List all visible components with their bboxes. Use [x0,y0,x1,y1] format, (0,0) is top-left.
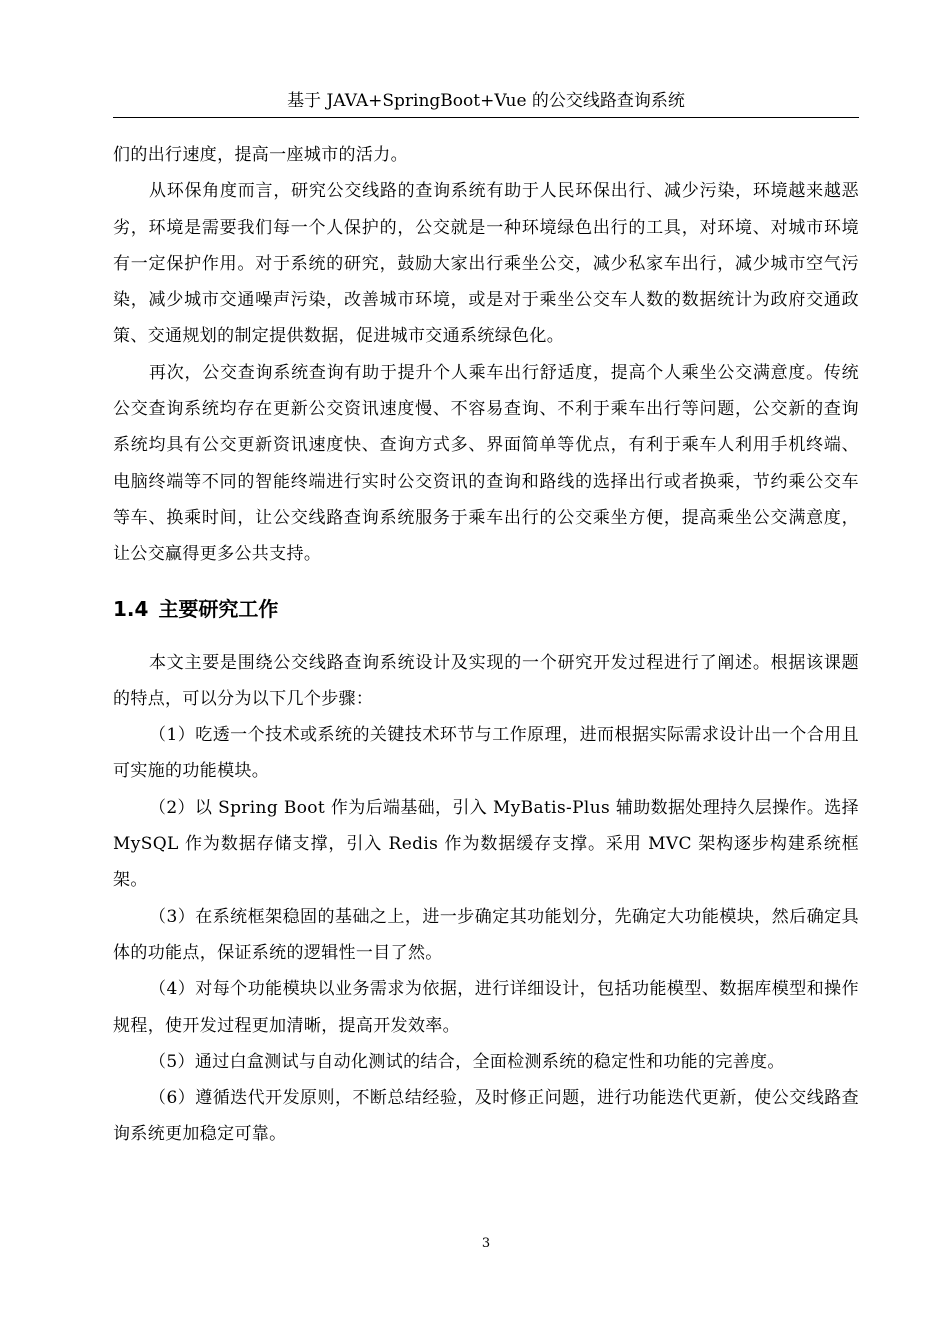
paragraph-overview: 本文主要是围绕公交线路查询系统设计及实现的一个研究开发过程进行了阐述。根据该课题的特点，可以分为以下几个步骤： [113,652,859,709]
step-2: （2）以 Spring Boot 作为后端基础，引入 MyBatis-Plus 辅助数据处理持久层操作。选择 MySQL 作为数据存储支撑，引入 Redis 作为数据缓存支撑。采用 MVC 架构逐步构建系统框架。 [113,797,859,891]
step-3: （3）在系统框架稳固的基础之上，进一步确定其功能划分，先确定大功能模块，然后确定具体的功能点，保证系统的逻辑性一目了然。 [113,906,859,963]
section-title: 主要研究工作 [158,596,279,621]
page-number: 3 [481,1236,491,1251]
page-header-title: 基于 JAVA+SpringBoot+Vue 的公交线路查询系统 [287,91,685,111]
section-heading [113,573,859,645]
document-body [113,137,859,1153]
step-1: （1）吃透一个技术或系统的关键技术环节与工作原理，进而根据实际需求设计出一个合用且可实施的功能模块。 [113,725,859,782]
step-6: （6）遵循迭代开发原则，不断总结经验，及时修正问题，进行功能迭代更新，使公交线路查询系统更加稳定可靠。 [113,1088,859,1145]
step-5: （5）通过白盒测试与自动化测试的结合，全面检测系统的稳定性和功能的完善度。 [149,1051,785,1072]
section-number: 1.4 [113,596,149,621]
paragraph-continuation: 们的出行速度，提高一座城市的活力。 [113,145,408,165]
paragraph-environment: 从环保角度而言，研究公交线路的查询系统有助于人民环保出行、减少污染，环境越来越恶劣，环境是需要我们每一个人保护的，公交就是一种环境绿色出行的工具，对环境、对城市环境有一定保护作用。对于系统的研究，鼓励大家出行乘坐公交，减少私家车出行，减少城市空气污染，减少城市交通噪声污染，改善城市环境，或是对于乘坐公交车人数的数据统计为政府交通政策、交通规划的制定提供数据，促进城市交通系统绿色化。 [113,181,859,347]
header-divider [113,117,859,118]
paragraph-comfort: 再次，公交查询系统查询有助于提升个人乘车出行舒适度，提高个人乘坐公交满意度。传统公交查询系统均存在更新公交资讯速度慢、不容易查询、不利于乘车出行等问题，公交新的查询系统均具有公交更新资讯速度快、查询方式多、界面简单等优点，有利于乘车人利用手机终端、电脑终端等不同的智能终端进行实时公交资讯的查询和路线的选择出行或者换乘，节约乘公交车等车、换乘时间，让公交线路查询系统服务于乘车出行的公交乘坐方便，提高乘坐公交满意度，让公交赢得更多公共支持。 [113,362,859,565]
step-4: （4）对每个功能模块以业务需求为依据，进行详细设计，包括功能模型、数据库模型和操作规程，使开发过程更加清晰，提高开发效率。 [113,979,859,1036]
